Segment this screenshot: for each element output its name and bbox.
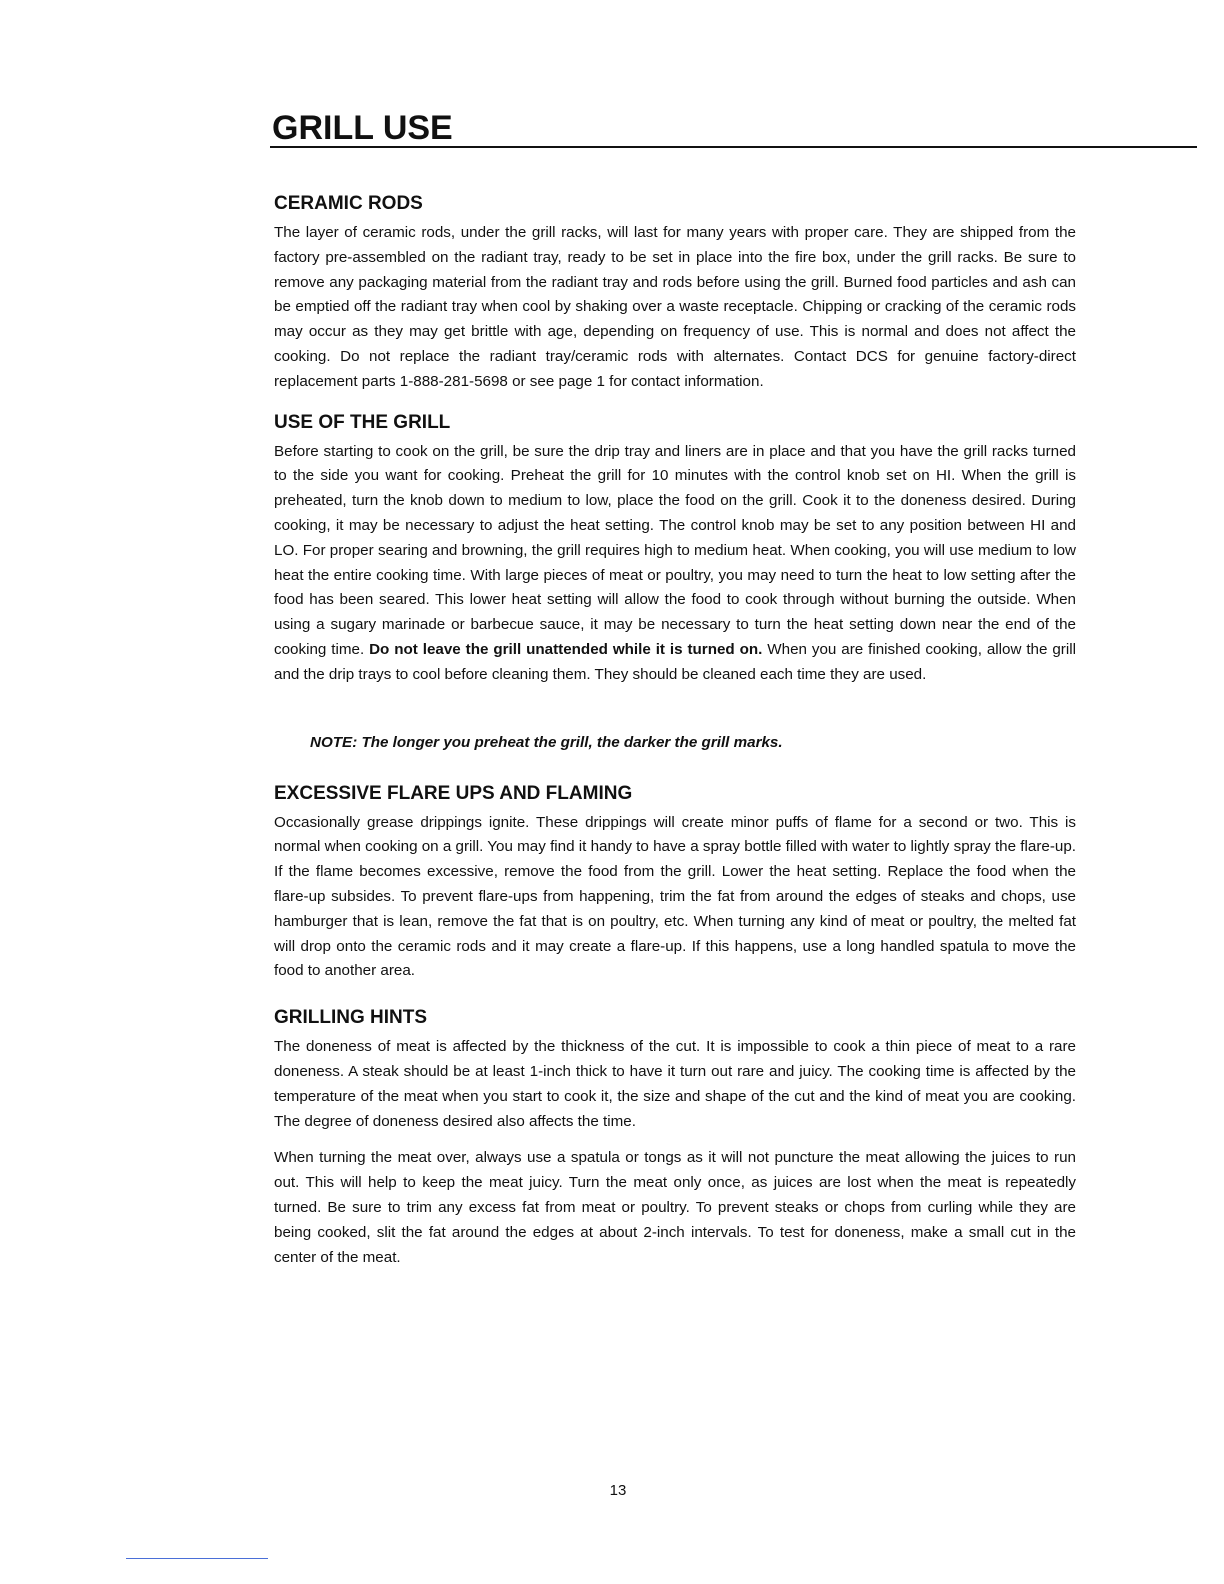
title-rule [270,146,1197,148]
safety-warning: Do not leave the grill unattended while it is turned on. [369,640,763,658]
page-title: GRILL USE [272,109,453,147]
section-use-of-the-grill [274,409,1076,688]
section-heading: USE OF THE GRILL [274,411,451,433]
section-heading: EXCESSIVE FLARE UPS AND FLAMING [274,782,633,804]
preheat-note: NOTE: The longer you preheat the grill, the darker the grill marks. [310,733,783,751]
body-text: When you are finished cooking, allow the grill and the drip trays to cool before cleaning them. They should be cleaned each time they are used. [274,640,1076,683]
section-body: The layer of ceramic rods, under the grill racks, will last for many years with proper care. They are shipped from the factory pre-assembled on the radiant tray, ready to be set in place into the fire box, under the grill racks. Be sure to remove any packaging material from the radiant tray and rods before using the grill. Burned food particles and ash can be emptied off the radiant tray when cool by shaking over a waste receptacle. Chipping or cracking of the ceramic rods may occur as they may get brittle with age, depending on frequency of use. This is normal and does not affect the cooking. Do not replace the radiant tray/ceramic rods with alternates. Contact DCS for genuine factory-direct replacement parts 1-888-281-5698 or see page 1 for contact information. [274,224,1076,390]
body-text: Before starting to cook on the grill, be sure the drip tray and liners are in place and that you have the grill racks turned to the side you want for cooking. Preheat the grill for 10 minutes with the control knob set on HI. When the grill is preheated, turn the knob down to medium to low, place the food on the grill. Cook it to the doneness desired. During cooking, it may be necessary to adjust the heat setting. The control knob may be set to any position between HI and LO. For proper searing and browning, the grill requires high to medium heat. When cooking, you will use medium to low heat the entire cooking time. With large pieces of meat or poultry, you may need to turn the heat to low setting after the food has been seared. This lower heat setting will allow the food to cook through without burning the outside. When using a sugary marinade or barbecue sauce, it may be necessary to turn the heat setting down near the end of the cooking time. [274,442,1076,658]
section-heading: CERAMIC RODS [274,193,423,214]
section-ceramic-rods [274,190,1076,395]
section-heading: GRILLING HINTS [274,1007,428,1029]
section-grilling-hints [274,1004,1076,1270]
footer-rule [126,1558,268,1559]
section-body: The doneness of meat is affected by the thickness of the cut. It is impossible to cook a thin piece of meat to a rare doneness. A steak should be at least 1-inch thick to have it turn out rare and juicy. The cooking time is affected by the temperature of the meat when you start to cook it, the size and shape of the cut and the kind of meat you are cooking. The degree of doneness desired also affects the time. [274,1038,1076,1130]
section-body [274,440,1076,688]
section-body: When turning the meat over, always use a spatula or tongs as it will not puncture the meat allowing the juices to run out. This will help to keep the meat juicy. Turn the meat only once, as juices are lost when the meat is repeatedly turned. Be sure to trim any excess fat from meat or poultry. To prevent steaks or chops from curling while they are being cooked, slit the fat around the edges at about 2-inch intervals. To test for doneness, make a small cut in the center of the meat. [274,1149,1076,1266]
section-body: Occasionally grease drippings ignite. These drippings will create minor puffs of flame for a second or two. This is normal when cooking on a grill. You may find it handy to have a spray bottle filled with water to lightly spray the flare-up. If the flame becomes excessive, remove the food from the grill. Lower the heat setting. Replace the food when the flare-up subsides. To prevent flare-ups from happening, trim the fat from around the edges of steaks and chops, use hamburger that is lean, remove the fat that is on poultry, etc. When turning any kind of meat or poultry, the melted fat will drop onto the ceramic rods and it may create a flare-up. If this happens, use a long handled spatula to move the food to another area. [274,813,1076,980]
page-content [274,190,1076,1284]
page-number: 13 [609,1482,627,1499]
section-flare-ups [274,780,1076,985]
